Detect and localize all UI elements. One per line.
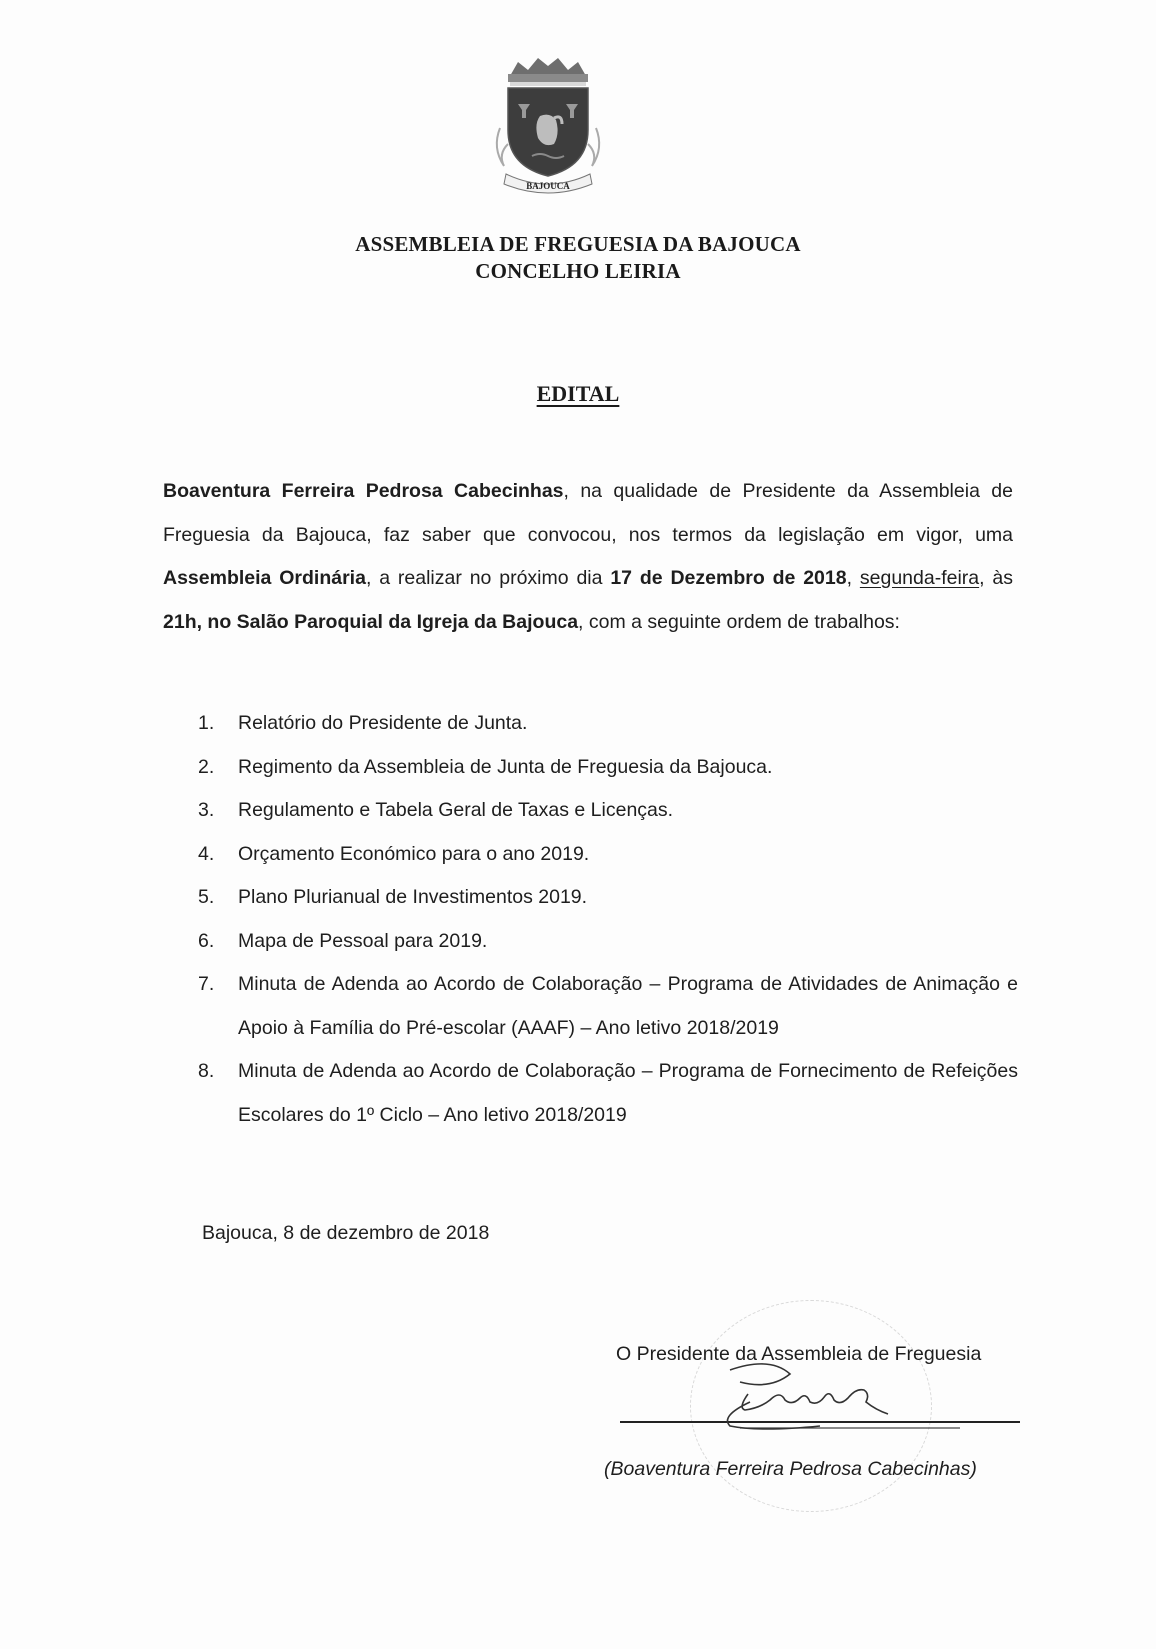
place-date: Bajouca, 8 de dezembro de 2018 [202,1222,490,1244]
agenda-item-text: Minuta de Adenda ao Acordo de Colaboração – Programa de Fornecimento de Refeições Escolares do 1º Ciclo – Ano letivo 2018/2019 [238,1060,1018,1126]
agenda-item [198,746,1018,790]
agenda-item-number: 2. [198,755,215,778]
signatory-name: (Boaventura Ferreira Pedrosa Cabecinhas) [604,1458,977,1480]
agenda-item-number: 5. [198,886,215,908]
agenda-item-text: Minuta de Adenda ao Acordo de Colaboração – Programa de Atividades de Animação e Apoio à Família do Pré-escolar (AAAF) – Ano letivo 2018/2019 [238,973,1018,1039]
body-text-2: , a realizar no próximo dia [365,567,611,589]
agenda-item [198,833,1018,877]
agenda-item-text: Mapa de Pessoal para 2019. [238,929,488,952]
meeting-weekday: segunda-feira [859,567,980,589]
agenda-item [198,963,1018,1050]
agenda-item-text: Orçamento Económico para o ano 2019. [238,842,590,865]
agenda-item [198,920,1018,964]
crest-label: BAJOUCA [526,181,570,191]
meeting-place: 21h, no Salão Paroquial da Igreja da Bajouca [163,610,579,633]
agenda-item-text: Relatório do Presidente de Junta. [238,712,528,734]
body-text-5: , com a seguinte ordem de trabalhos: [578,610,900,633]
body-paragraph [163,470,1013,644]
agenda-item [198,876,1018,920]
body-text-3: , [846,567,860,589]
header-subtitle: CONCELHO LEIRIA [475,259,681,283]
agenda-item [198,1050,1018,1137]
agenda-item-text: Plano Plurianual de Investimentos 2019. [238,886,588,908]
agenda-item-text: Regulamento e Tabela Geral de Taxas e Licenças. [238,799,674,821]
agenda-item-number: 7. [198,973,215,995]
agenda-item [198,789,1018,833]
agenda-list [198,702,1018,1137]
meeting-date: 17 de Dezembro de 2018 [610,567,847,589]
agenda-item-number: 8. [198,1060,215,1082]
agenda-item-number: 6. [198,929,215,952]
president-name: Boaventura Ferreira Pedrosa Cabecinhas [163,480,564,502]
signature-icon [620,1360,1020,1440]
body-text-4: , às [979,567,1013,589]
agenda-item-text: Regimento da Assembleia de Junta de Freguesia da Bajouca. [238,755,773,778]
header-title: ASSEMBLEIA DE FREGUESIA DA BAJOUCA [355,232,801,256]
signatory-title: O Presidente da Assembleia de Freguesia [616,1343,982,1365]
body-text-1: , na qualidade de Presidente da Assembleia de Freguesia da Bajouca, faz saber que convocou, nos termos da legislação em vigor, uma [163,480,1013,546]
document-title: EDITAL [536,381,620,406]
agenda-item-number: 1. [198,712,215,734]
agenda-item [198,702,1018,746]
agenda-item-number: 3. [198,799,215,821]
agenda-item-number: 4. [198,842,215,865]
meeting-type: Assembleia Ordinária [163,567,366,589]
coat-of-arms-icon [488,48,608,198]
